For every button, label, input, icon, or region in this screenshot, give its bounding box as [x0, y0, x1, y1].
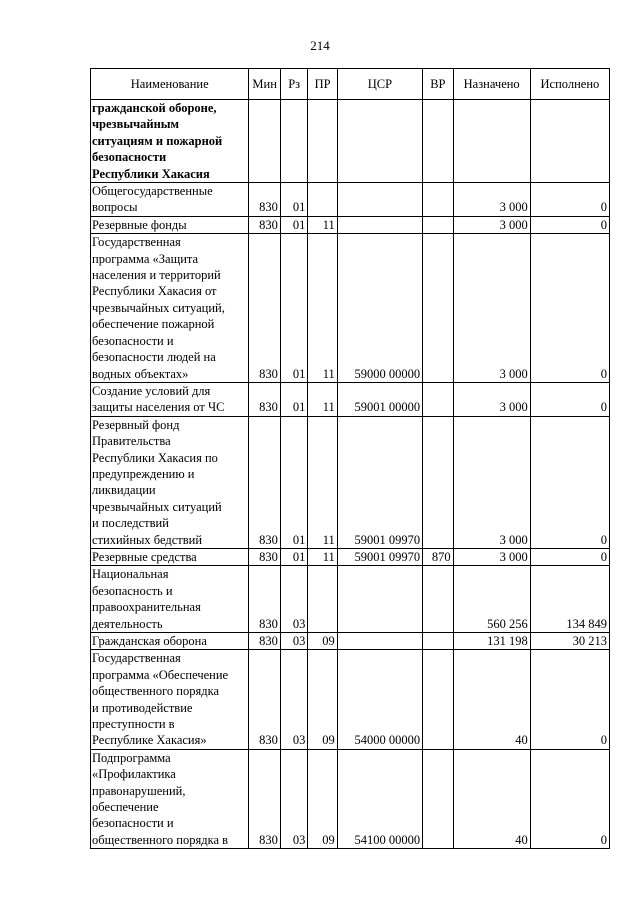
table-row — [91, 650, 610, 749]
cell-csr: 59001 09970 — [337, 548, 422, 565]
cell-rz: 01 — [280, 234, 307, 383]
cell-assigned: 560 256 — [453, 566, 530, 633]
cell-name: Создание условий для защиты населения от ЧС — [91, 382, 249, 416]
cell-executed: 0 — [530, 548, 609, 565]
column-header-name: Наименование — [91, 69, 249, 100]
cell-executed: 0 — [530, 650, 609, 749]
column-header-assigned: Назначено — [453, 69, 530, 100]
cell-name: гражданской обороне, чрезвычайным ситуациям и пожарной безопасности Республики Хакасия — [91, 100, 249, 183]
cell-vr — [423, 216, 453, 233]
cell-assigned: 3 000 — [453, 183, 530, 217]
cell-name: Резервные средства — [91, 548, 249, 565]
column-header-min: Мин — [249, 69, 280, 100]
cell-assigned: 3 000 — [453, 216, 530, 233]
cell-vr — [423, 382, 453, 416]
cell-assigned: 40 — [453, 749, 530, 848]
cell-executed — [530, 100, 609, 183]
cell-min: 830 — [249, 234, 280, 383]
cell-csr — [337, 633, 422, 650]
cell-name: Общегосударственные вопросы — [91, 183, 249, 217]
cell-rz: 01 — [280, 548, 307, 565]
cell-csr: 54100 00000 — [337, 749, 422, 848]
cell-vr: 870 — [423, 548, 453, 565]
cell-vr — [423, 416, 453, 548]
cell-min: 830 — [249, 548, 280, 565]
table-header-row — [91, 69, 610, 100]
cell-pr: 09 — [308, 650, 337, 749]
cell-assigned: 3 000 — [453, 416, 530, 548]
cell-assigned: 131 198 — [453, 633, 530, 650]
cell-assigned — [453, 100, 530, 183]
cell-executed: 134 849 — [530, 566, 609, 633]
table-row — [91, 234, 610, 383]
cell-name: Национальная безопасность и правоохранительная деятельность — [91, 566, 249, 633]
cell-csr — [337, 566, 422, 633]
cell-assigned: 40 — [453, 650, 530, 749]
cell-executed: 0 — [530, 416, 609, 548]
cell-name: Резервный фонд Правительства Республики Хакасия по предупреждению и ликвидации чрезвычайных ситуаций и последствий стихийных бедствий — [91, 416, 249, 548]
cell-name: Гражданская оборона — [91, 633, 249, 650]
table-row — [91, 416, 610, 548]
page-number: 214 — [310, 38, 330, 53]
cell-min — [249, 100, 280, 183]
cell-name: Государственная программа «Обеспечение общественного порядка и противодействие преступности в Республике Хакасия» — [91, 650, 249, 749]
cell-assigned: 3 000 — [453, 548, 530, 565]
cell-csr — [337, 100, 422, 183]
cell-pr: 09 — [308, 633, 337, 650]
cell-min: 830 — [249, 416, 280, 548]
cell-pr: 11 — [308, 234, 337, 383]
cell-executed: 0 — [530, 216, 609, 233]
cell-executed: 0 — [530, 234, 609, 383]
cell-name: Государственная программа «Защита населения и территорий Республики Хакасия от чрезвычайных ситуаций, обеспечение пожарной безопасности и безопасности людей на водных объектах» — [91, 234, 249, 383]
cell-csr: 59001 09970 — [337, 416, 422, 548]
table-row — [91, 183, 610, 217]
cell-executed: 0 — [530, 749, 609, 848]
table-row — [91, 566, 610, 633]
cell-name: Резервные фонды — [91, 216, 249, 233]
cell-assigned: 3 000 — [453, 234, 530, 383]
cell-vr — [423, 234, 453, 383]
cell-executed: 30 213 — [530, 633, 609, 650]
cell-csr: 54000 00000 — [337, 650, 422, 749]
cell-rz: 01 — [280, 183, 307, 217]
cell-rz: 01 — [280, 382, 307, 416]
column-header-vr: ВР — [423, 69, 453, 100]
cell-vr — [423, 566, 453, 633]
cell-min: 830 — [249, 382, 280, 416]
cell-min: 830 — [249, 566, 280, 633]
cell-pr: 11 — [308, 216, 337, 233]
cell-csr: 59001 00000 — [337, 382, 422, 416]
table-row — [91, 216, 610, 233]
cell-name: Подпрограмма «Профилактика правонарушений, обеспечение безопасности и общественного порядка в — [91, 749, 249, 848]
cell-vr — [423, 183, 453, 217]
cell-pr: 11 — [308, 548, 337, 565]
cell-csr: 59000 00000 — [337, 234, 422, 383]
column-header-pr: ПР — [308, 69, 337, 100]
cell-csr — [337, 216, 422, 233]
cell-min: 830 — [249, 216, 280, 233]
cell-rz: 01 — [280, 216, 307, 233]
cell-assigned: 3 000 — [453, 382, 530, 416]
cell-min: 830 — [249, 633, 280, 650]
cell-pr: 11 — [308, 416, 337, 548]
cell-pr — [308, 183, 337, 217]
cell-pr — [308, 566, 337, 633]
table-row — [91, 749, 610, 848]
cell-pr: 11 — [308, 382, 337, 416]
cell-vr — [423, 100, 453, 183]
cell-executed: 0 — [530, 382, 609, 416]
cell-rz: 03 — [280, 749, 307, 848]
cell-min: 830 — [249, 183, 280, 217]
cell-vr — [423, 633, 453, 650]
cell-rz: 03 — [280, 650, 307, 749]
table-row — [91, 548, 610, 565]
cell-vr — [423, 749, 453, 848]
cell-executed: 0 — [530, 183, 609, 217]
cell-rz — [280, 100, 307, 183]
cell-rz: 03 — [280, 566, 307, 633]
cell-min: 830 — [249, 650, 280, 749]
column-header-executed: Исполнено — [530, 69, 609, 100]
cell-vr — [423, 650, 453, 749]
column-header-csr: ЦСР — [337, 69, 422, 100]
cell-rz: 01 — [280, 416, 307, 548]
cell-pr — [308, 100, 337, 183]
cell-csr — [337, 183, 422, 217]
table-row — [91, 633, 610, 650]
column-header-rz: Рз — [280, 69, 307, 100]
budget-table — [90, 68, 610, 849]
table-row — [91, 382, 610, 416]
table-row — [91, 100, 610, 183]
cell-min: 830 — [249, 749, 280, 848]
cell-rz: 03 — [280, 633, 307, 650]
cell-pr: 09 — [308, 749, 337, 848]
